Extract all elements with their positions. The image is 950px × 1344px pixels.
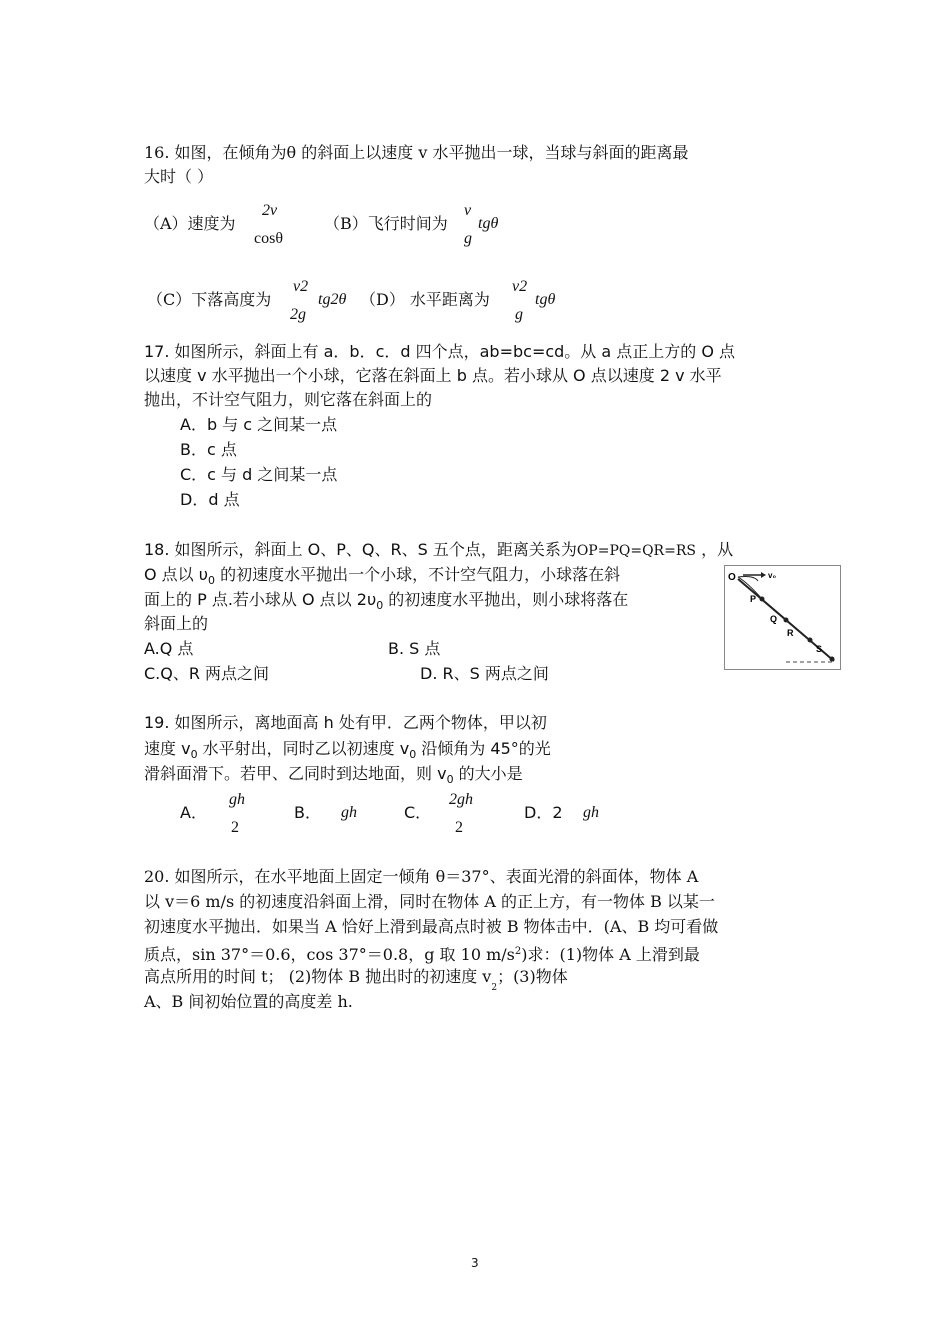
q18-option-d: D. R、S 两点之间 <box>420 664 549 683</box>
q19-line3-tail: 的大小是 <box>453 764 523 783</box>
q16-option-c-denominator: 2g <box>290 306 306 323</box>
q18-line2-text: O 点以 υ <box>144 565 209 584</box>
q19-option-b-label: B． <box>294 803 321 822</box>
q18-incline-figure <box>724 565 841 670</box>
q18-option-b: B. S 点 <box>388 639 441 658</box>
q16-option-b-label: （B）飞行时间为 <box>324 214 448 233</box>
q18-label-o: O <box>728 572 736 583</box>
q20-line5-text: 高点所用的时间 t； (2)物体 B 抛出时的初速度 v <box>144 967 492 986</box>
q18-line4: 斜面上的 <box>144 614 209 633</box>
q17-line3: 抛出，不计空气阻力，则它落在斜面上的 <box>144 390 433 409</box>
q18-label-s: S <box>816 644 823 654</box>
q16-option-a-denominator: cosθ <box>254 230 283 247</box>
q19-line2-sub2: 0 <box>409 748 417 761</box>
q20-line5-sub: 2 <box>491 983 498 993</box>
q19-line1: 19. 如图所示，离地面高 h 处有甲．乙两个物体，甲以初 <box>144 713 547 732</box>
q18-label-p: P <box>750 594 757 604</box>
q17-line1: 17. 如图所示，斜面上有 a．b．c．d 四个点，ab=bc=cd。从 a 点正上方的 O 点 <box>144 342 736 361</box>
q19-option-a-label: A． <box>180 803 207 822</box>
q18-line3-text: 面上的 P 点.若小球从 O 点以 2υ <box>144 590 377 609</box>
q20-line6: A、B 间初始位置的高度差 h. <box>144 992 353 1011</box>
q17-option-b: B．c 点 <box>180 440 237 459</box>
q18-line1-tail: ，从 <box>701 540 734 559</box>
q19-line2-mid: 水平射出，同时乙以初速度 v <box>197 739 410 758</box>
q19-option-d-label: D．2 <box>524 803 563 822</box>
q18-distance-relation: OP=PQ=QR=RS <box>576 543 696 559</box>
q20-line1: 20. 如图所示，在水平地面上固定一倾角 θ＝37°、表面光滑的斜面体，物体 A <box>144 867 699 886</box>
q20-line5-tail: ；(3)物体 <box>497 967 568 986</box>
q19-option-c-label: C． <box>404 803 432 822</box>
q19-option-c-numerator: 2gh <box>449 791 473 808</box>
q16-option-c-tg: tg2θ <box>318 291 347 308</box>
q20-line2: 以 v＝6 m/s 的初速度沿斜面上滑，同时在物体 A 的正上方，有一物体 B 以某一 <box>144 892 715 911</box>
q18-option-c: C.Q、R 两点之间 <box>144 664 270 683</box>
q16-option-c-numerator: v2 <box>293 278 309 295</box>
q20-line3: 初速度水平抛出．如果当 A 恰好上滑到最高点时被 B 物体击中．(A、B 均可看做 <box>144 917 719 936</box>
q20-line4-text: 质点，sin 37°＝0.6，cos 37°＝0.8，g 取 10 m/s <box>144 945 515 964</box>
q20-line4 <box>144 940 700 967</box>
q19-option-c-denominator: 2 <box>455 819 463 836</box>
q18-line2-tail: 的初速度水平抛出一个小球，不计空气阻力，小球落在斜 <box>215 565 621 584</box>
q19-line2-text: 速度 v <box>144 739 191 758</box>
q19-line3-sub: 0 <box>446 773 454 786</box>
q18-label-v0: v₀ <box>768 571 777 580</box>
q19-line2-sub: 0 <box>190 748 198 761</box>
q19-option-d-value: gh <box>583 804 599 821</box>
q17-option-d: D．d 点 <box>180 490 240 509</box>
q16-option-d-label: （D） 水平距离为 <box>360 290 490 309</box>
q16-option-d-denominator: g <box>515 306 523 323</box>
q16-option-a-label: （A）速度为 <box>144 214 236 233</box>
q16-option-b-denominator: g <box>464 230 472 247</box>
q18-line1 <box>144 538 733 563</box>
q16-option-d-numerator: v2 <box>512 278 528 295</box>
q16-line1: 16. 如图，在倾角为θ 的斜面上以速度 v 水平抛出一球，当球与斜面的距离最 <box>144 143 689 162</box>
q18-label-q: Q <box>770 614 778 624</box>
q17-option-a: A．b 与 c 之间某一点 <box>180 415 338 434</box>
q18-option-a: A.Q 点 <box>144 639 194 658</box>
q18-line3 <box>144 588 628 618</box>
q16-option-b-numerator: v <box>464 202 472 219</box>
q16-line2: 大时（ ） <box>144 167 214 186</box>
q19-option-a-numerator: gh <box>229 791 245 808</box>
q16-option-a-numerator: 2v <box>262 202 278 219</box>
q19-option-a-denominator: 2 <box>231 819 239 836</box>
q19-option-b-value: gh <box>341 804 357 821</box>
q17-line2: 以速度 v 水平抛出一个小球，它落在斜面上 b 点。若小球从 O 点以速度 2 v 水平 <box>144 366 722 385</box>
q19-line3-text: 滑斜面滑下。若甲、乙同时到达地面，则 v <box>144 764 447 783</box>
q18-line3-sub: 0 <box>376 599 384 612</box>
q16-option-d-tg: tgθ <box>535 291 556 308</box>
q18-line2-sub: 0 <box>208 574 216 587</box>
q19-line3 <box>144 762 523 792</box>
q19-line2-tail: 沿倾角为 45°的光 <box>416 739 551 758</box>
q18-line1-text: 18. 如图所示，斜面上 O、P、Q、R、S 五个点，距离关系为 <box>144 540 577 559</box>
q16-option-c-label: （C）下落高度为 <box>147 290 272 309</box>
q17-option-c: C．c 与 d 之间某一点 <box>180 465 338 484</box>
q18-label-r: R <box>787 628 794 638</box>
q20-line4-tail: )求：(1)物体 A 上滑到最 <box>521 945 700 964</box>
q16-option-b-tg: tgθ <box>478 215 499 232</box>
page-number: 3 <box>471 1256 479 1270</box>
q20-line4-sup: 2 <box>514 946 522 957</box>
q18-line3-tail: 的初速度水平抛出，则小球将落在 <box>383 590 629 609</box>
